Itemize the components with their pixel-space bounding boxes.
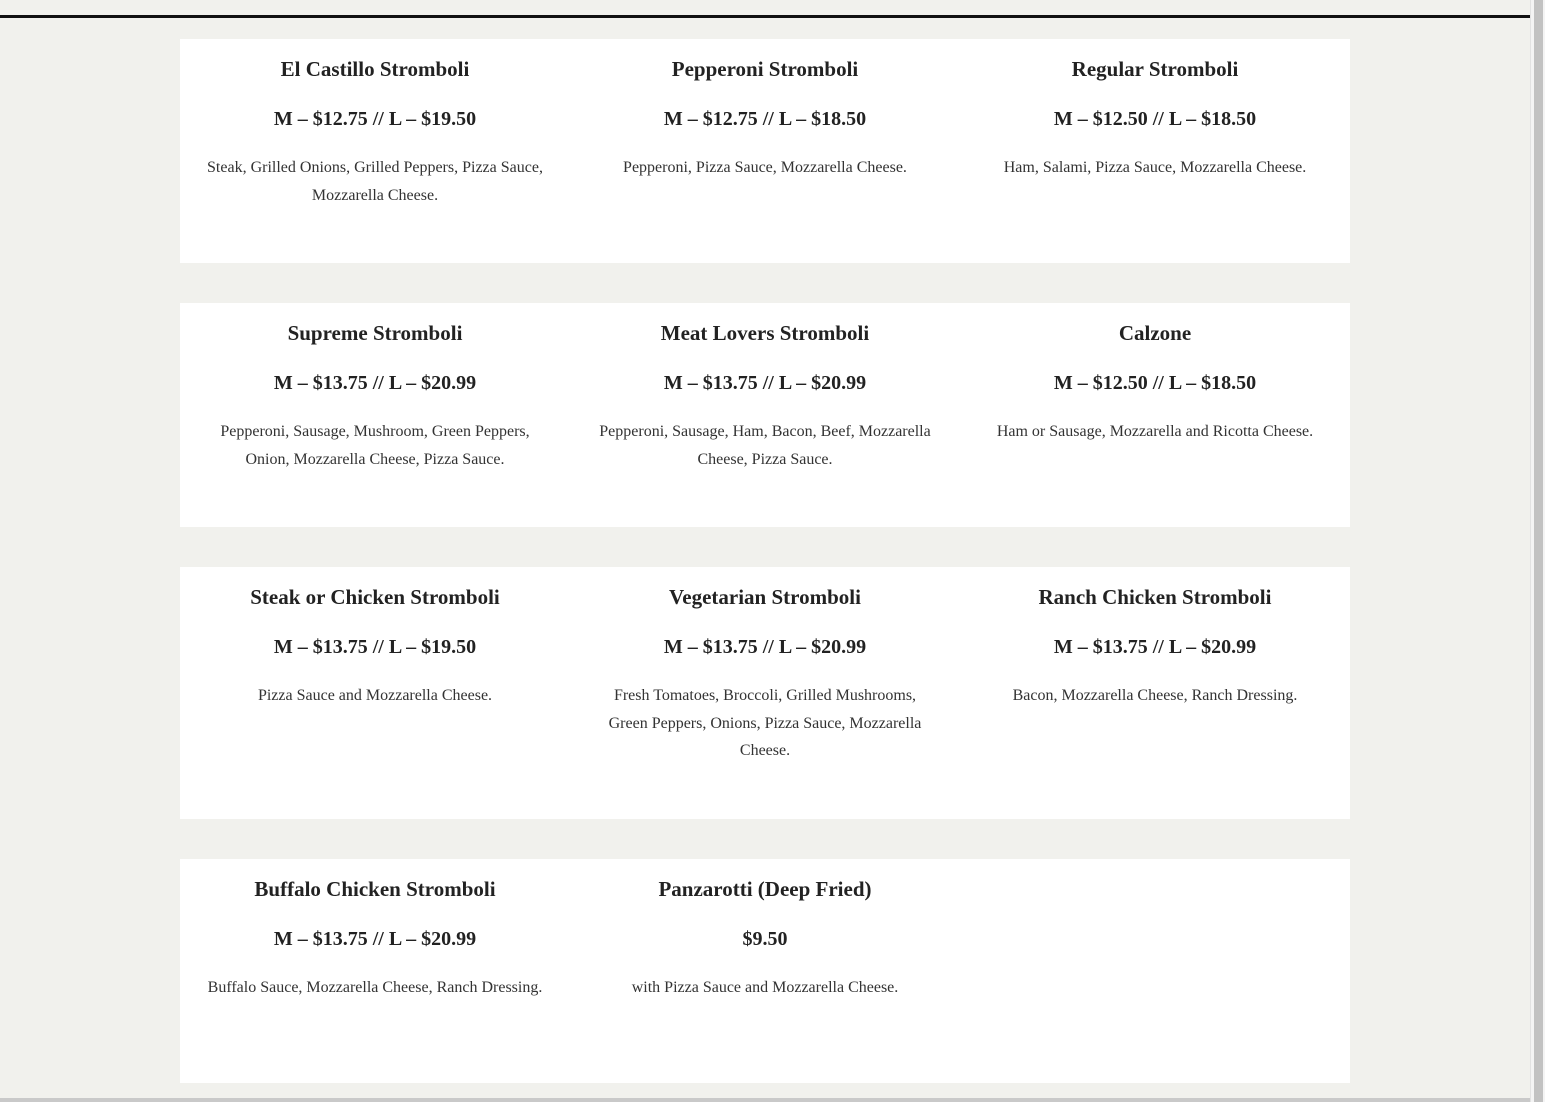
menu-item-el-castillo-stromboli xyxy=(180,39,570,263)
item-price: M – $13.75 // L – $20.99 xyxy=(273,928,477,950)
item-description: Buffalo Sauce, Mozzarella Cheese, Ranch Dressing. xyxy=(207,979,543,996)
menu-item-supreme-stromboli xyxy=(180,303,570,527)
item-description: Steak, Grilled Onions, Grilled Peppers, Pizza Sauce, Mozzarella Cheese. xyxy=(207,159,543,204)
item-name: Buffalo Chicken Stromboli xyxy=(254,877,496,901)
item-description: Pepperoni, Sausage, Mushroom, Green Peppers, Onion, Mozzarella Cheese, Pizza Sauce. xyxy=(220,423,530,468)
item-name: Supreme Stromboli xyxy=(287,321,463,345)
menu-row-3 xyxy=(180,567,1350,819)
menu-row-2 xyxy=(180,303,1350,527)
item-name: Steak or Chicken Stromboli xyxy=(250,585,500,609)
item-name: Pepperoni Stromboli xyxy=(671,57,859,81)
vertical-scrollbar[interactable] xyxy=(1530,0,1545,1102)
footer-divider xyxy=(0,1098,1530,1102)
item-name: Regular Stromboli xyxy=(1071,57,1239,81)
item-description: Pepperoni, Sausage, Ham, Bacon, Beef, Mozzarella Cheese, Pizza Sauce. xyxy=(599,423,931,468)
item-price: M – $12.75 // L – $19.50 xyxy=(273,108,477,130)
item-price: M – $12.50 // L – $18.50 xyxy=(1053,108,1257,130)
item-price: $9.50 xyxy=(742,928,788,950)
item-price: M – $12.50 // L – $18.50 xyxy=(1053,372,1257,394)
item-name: Ranch Chicken Stromboli xyxy=(1038,585,1272,609)
header-divider xyxy=(0,15,1530,18)
item-name: Calzone xyxy=(1118,321,1192,345)
item-name: El Castillo Stromboli xyxy=(280,57,470,81)
menu-item-regular-stromboli xyxy=(960,39,1350,263)
item-description: Ham, Salami, Pizza Sauce, Mozzarella Cheese. xyxy=(1003,159,1307,176)
item-name: Meat Lovers Stromboli xyxy=(660,321,870,345)
item-description: Pepperoni, Pizza Sauce, Mozzarella Cheese. xyxy=(623,159,907,176)
item-price: M – $13.75 // L – $19.50 xyxy=(273,636,477,658)
menu-row-4 xyxy=(180,859,1350,1083)
menu-item-pepperoni-stromboli xyxy=(570,39,960,263)
menu-item-panzarotti xyxy=(570,859,960,1083)
item-price: M – $13.75 // L – $20.99 xyxy=(273,372,477,394)
item-name: Vegetarian Stromboli xyxy=(669,585,861,609)
item-price: M – $13.75 // L – $20.99 xyxy=(1053,636,1257,658)
menu-item-empty xyxy=(960,859,1350,1083)
item-price: M – $13.75 // L – $20.99 xyxy=(663,636,867,658)
item-description: Bacon, Mozzarella Cheese, Ranch Dressing. xyxy=(1012,687,1298,704)
item-description: Ham or Sausage, Mozzarella and Ricotta Cheese. xyxy=(996,423,1314,440)
menu-item-vegetarian-stromboli xyxy=(570,567,960,819)
menu-item-calzone xyxy=(960,303,1350,527)
menu-item-steak-or-chicken-stromboli xyxy=(180,567,570,819)
item-description: Pizza Sauce and Mozzarella Cheese. xyxy=(257,687,493,704)
menu-item-ranch-chicken-stromboli xyxy=(960,567,1350,819)
menu-item-meat-lovers-stromboli xyxy=(570,303,960,527)
item-name: Panzarotti (Deep Fried) xyxy=(658,877,872,901)
item-description: with Pizza Sauce and Mozzarella Cheese. xyxy=(631,979,899,996)
item-price: M – $13.75 // L – $20.99 xyxy=(663,372,867,394)
item-price: M – $12.75 // L – $18.50 xyxy=(663,108,867,130)
item-description: Fresh Tomatoes, Broccoli, Grilled Mushrooms, Green Peppers, Onions, Pizza Sauce, Mozzarella Cheese. xyxy=(608,687,922,759)
menu-item-buffalo-chicken-stromboli xyxy=(180,859,570,1083)
scrollbar-thumb[interactable] xyxy=(1534,0,1543,1102)
menu-row-1 xyxy=(180,39,1350,263)
